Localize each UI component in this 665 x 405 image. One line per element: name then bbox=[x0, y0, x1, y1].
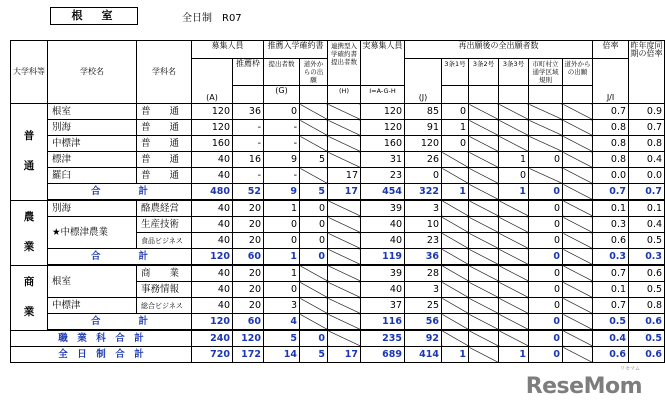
table-row bbox=[11, 265, 665, 282]
cell-r: 0.5 bbox=[593, 314, 629, 331]
cell-j: 414 bbox=[405, 347, 442, 363]
cell-r: 0.4 bbox=[593, 330, 629, 347]
cell-f: 20 bbox=[233, 265, 264, 282]
table-row bbox=[11, 217, 665, 233]
cell-p: 0.6 bbox=[629, 314, 665, 331]
cell-i: 39 bbox=[361, 265, 405, 282]
cell-o: 0 bbox=[300, 200, 328, 217]
cell-o: 0 bbox=[300, 233, 328, 249]
cell-f: - bbox=[233, 168, 264, 184]
cell-j: 3 bbox=[405, 282, 442, 298]
cell-g: 0 bbox=[264, 217, 300, 233]
cell-c: 0 bbox=[529, 314, 563, 331]
subject-name: 普 通 bbox=[137, 104, 192, 120]
cell-o: 5 bbox=[300, 347, 328, 363]
cell-h bbox=[328, 314, 361, 331]
table-row bbox=[11, 104, 665, 120]
table-row bbox=[11, 298, 665, 314]
cell-h: 17 bbox=[328, 347, 361, 363]
cell-n3 bbox=[499, 298, 529, 314]
cell-n2 bbox=[469, 314, 499, 331]
cell-g: - bbox=[264, 168, 300, 184]
cell-a: 40 bbox=[192, 217, 233, 233]
cell-out bbox=[563, 233, 593, 249]
cell-g: 14 bbox=[264, 347, 300, 363]
cell-h: 17 bbox=[328, 184, 361, 201]
cell-n2 bbox=[469, 184, 499, 201]
subject-name: 普 通 bbox=[137, 120, 192, 136]
cell-h bbox=[328, 152, 361, 168]
cell-n3 bbox=[499, 249, 529, 266]
cell-g: 9 bbox=[264, 184, 300, 201]
cell-n1 bbox=[442, 298, 469, 314]
cell-n2 bbox=[469, 200, 499, 217]
cell-f: 20 bbox=[233, 217, 264, 233]
cell-n3 bbox=[499, 200, 529, 217]
cell-p: 0.8 bbox=[629, 298, 665, 314]
school-name: 根室 bbox=[48, 265, 137, 298]
cell-c bbox=[529, 120, 563, 136]
header-no2: 3条2号 bbox=[469, 59, 499, 86]
table-row bbox=[11, 200, 665, 217]
cell-i: 40 bbox=[361, 282, 405, 298]
cell-j: 23 bbox=[405, 233, 442, 249]
cell-a: 120 bbox=[192, 314, 233, 331]
cell-g: 9 bbox=[264, 152, 300, 168]
cell-o bbox=[300, 136, 328, 152]
cell-j: 92 bbox=[405, 330, 442, 347]
cell-r: 0.7 bbox=[593, 184, 629, 201]
cell-f: 16 bbox=[233, 152, 264, 168]
header-capacity-a: (A) bbox=[192, 59, 233, 104]
cell-a: 240 bbox=[192, 330, 233, 347]
cell-r: 0.1 bbox=[593, 282, 629, 298]
cell-n3: 1 bbox=[499, 152, 529, 168]
cell-f: - bbox=[233, 120, 264, 136]
subject-name: 総合ビジネス bbox=[137, 298, 192, 314]
subject-name: 生産技術 bbox=[137, 217, 192, 233]
resemom-logo: ReseMom bbox=[525, 374, 642, 399]
subject-name: 普 通 bbox=[137, 136, 192, 152]
cell-p: 0.5 bbox=[629, 330, 665, 347]
cell-j: 56 bbox=[405, 314, 442, 331]
cell-n3 bbox=[499, 265, 529, 282]
subject-name: 普 通 bbox=[137, 168, 192, 184]
cell-out bbox=[563, 265, 593, 282]
cell-c: 0 bbox=[529, 152, 563, 168]
header-school: 学校名 bbox=[48, 41, 137, 104]
cell-r: 0.6 bbox=[593, 347, 629, 363]
cell-r: 0.1 bbox=[593, 200, 629, 217]
cell-c: 0 bbox=[529, 347, 563, 363]
cell-c: 0 bbox=[529, 282, 563, 298]
cell-i: 23 bbox=[361, 168, 405, 184]
cell-o: 5 bbox=[300, 152, 328, 168]
cell-f: 20 bbox=[233, 233, 264, 249]
cell-p: 0.5 bbox=[629, 233, 665, 249]
cell-n3 bbox=[499, 104, 529, 120]
cell-c bbox=[529, 104, 563, 120]
cell-h: 17 bbox=[328, 168, 361, 184]
category-cell: 農 業 bbox=[11, 200, 48, 265]
header-dept-group: 大学科等 bbox=[11, 41, 48, 104]
category-cell: 商 業 bbox=[11, 265, 48, 330]
cell-g: 3 bbox=[264, 298, 300, 314]
applicants-table bbox=[10, 40, 665, 363]
cell-o: 0 bbox=[300, 249, 328, 266]
cell-a: 40 bbox=[192, 298, 233, 314]
cell-r: 0.7 bbox=[593, 104, 629, 120]
cell-r: 0.7 bbox=[593, 265, 629, 282]
cell-n1 bbox=[442, 265, 469, 282]
cell-h bbox=[328, 120, 361, 136]
cell-c bbox=[529, 168, 563, 184]
cell-i: 160 bbox=[361, 136, 405, 152]
cell-f: 172 bbox=[233, 347, 264, 363]
table-body bbox=[11, 104, 665, 363]
cell-o bbox=[300, 265, 328, 282]
cell-n3 bbox=[499, 314, 529, 331]
cell-n3 bbox=[499, 330, 529, 347]
table-row bbox=[11, 152, 665, 168]
header-prev: 昨年度同期の倍率 bbox=[629, 41, 665, 104]
cell-i: 689 bbox=[361, 347, 405, 363]
cell-n2 bbox=[469, 282, 499, 298]
cell-p: 0.7 bbox=[629, 184, 665, 201]
cell-out bbox=[563, 249, 593, 266]
cell-j: 91 bbox=[405, 120, 442, 136]
cell-n2 bbox=[469, 265, 499, 282]
header-reapp: 再出願後の全出願者数 bbox=[405, 41, 593, 59]
cell-r: 0.0 bbox=[593, 168, 629, 184]
cell-o bbox=[300, 298, 328, 314]
cell-out bbox=[563, 347, 593, 363]
cell-f: 20 bbox=[233, 298, 264, 314]
cell-h bbox=[328, 217, 361, 233]
cell-n3: 0 bbox=[499, 168, 529, 184]
cell-i: 119 bbox=[361, 249, 405, 266]
cell-out bbox=[563, 120, 593, 136]
cell-out bbox=[563, 330, 593, 347]
cell-g: 1 bbox=[264, 200, 300, 217]
header-rec-out: 道外からの出願 bbox=[300, 59, 328, 86]
cell-out bbox=[563, 168, 593, 184]
cell-c: 0 bbox=[529, 298, 563, 314]
cell-a: 120 bbox=[192, 249, 233, 266]
cell-n1: 1 bbox=[442, 120, 469, 136]
cell-n2 bbox=[469, 120, 499, 136]
header-rec: 推薦入学確約書 bbox=[264, 41, 328, 59]
cell-a: 480 bbox=[192, 184, 233, 201]
cell-a: 720 bbox=[192, 347, 233, 363]
school-name: 羅臼 bbox=[48, 168, 137, 184]
cell-p: 0.3 bbox=[629, 249, 665, 266]
cell-a: 160 bbox=[192, 136, 233, 152]
header-no3: 3条3号 bbox=[499, 59, 529, 86]
cell-a: 40 bbox=[192, 282, 233, 298]
cell-n2 bbox=[469, 168, 499, 184]
cell-n1 bbox=[442, 217, 469, 233]
cell-a: 120 bbox=[192, 104, 233, 120]
cell-g: 0 bbox=[264, 104, 300, 120]
cell-j: 85 bbox=[405, 104, 442, 120]
cell-c: 0 bbox=[529, 249, 563, 266]
subject-name: 食品ビジネス bbox=[137, 233, 192, 249]
header-capacity: 募集人員 bbox=[192, 41, 264, 59]
cell-p: 0.1 bbox=[629, 200, 665, 217]
cell-j: 10 bbox=[405, 217, 442, 233]
cell-i: 454 bbox=[361, 184, 405, 201]
cell-o bbox=[300, 168, 328, 184]
cell-g: 4 bbox=[264, 314, 300, 331]
header-no1: 3条1号 bbox=[442, 59, 469, 86]
cell-n1 bbox=[442, 233, 469, 249]
cell-c: 0 bbox=[529, 200, 563, 217]
cell-i: 37 bbox=[361, 298, 405, 314]
cell-out bbox=[563, 104, 593, 120]
cell-h bbox=[328, 249, 361, 266]
cell-n2 bbox=[469, 347, 499, 363]
cell-n1: 1 bbox=[442, 184, 469, 201]
cell-h bbox=[328, 330, 361, 347]
cell-n1: 0 bbox=[442, 136, 469, 152]
cell-n2 bbox=[469, 217, 499, 233]
table-row bbox=[11, 330, 665, 347]
cell-n3 bbox=[499, 136, 529, 152]
cell-i: 40 bbox=[361, 217, 405, 233]
cell-j: 322 bbox=[405, 184, 442, 201]
table-row bbox=[11, 168, 665, 184]
cell-p: 0.6 bbox=[629, 347, 665, 363]
cell-a: 40 bbox=[192, 152, 233, 168]
header-subject: 学科名 bbox=[137, 41, 192, 104]
cell-out bbox=[563, 282, 593, 298]
cell-n1: 1 bbox=[442, 347, 469, 363]
subject-name: 事務情報 bbox=[137, 282, 192, 298]
cell-n3 bbox=[499, 233, 529, 249]
cell-n2 bbox=[469, 104, 499, 120]
cell-o bbox=[300, 314, 328, 331]
cell-c bbox=[529, 136, 563, 152]
cell-g: - bbox=[264, 120, 300, 136]
cell-g: 5 bbox=[264, 330, 300, 347]
cell-n1 bbox=[442, 168, 469, 184]
cell-p: 0.7 bbox=[629, 120, 665, 136]
subject-name: 商 業 bbox=[137, 265, 192, 282]
cell-p: 0.0 bbox=[629, 168, 665, 184]
grand-total-label: 職 業 科 合 計 bbox=[11, 330, 192, 347]
cell-n1 bbox=[442, 200, 469, 217]
table-row bbox=[11, 347, 665, 363]
cell-n3 bbox=[499, 217, 529, 233]
cell-p: 0.4 bbox=[629, 152, 665, 168]
cell-n1 bbox=[442, 249, 469, 266]
header-ratio-formula: J/I bbox=[593, 59, 629, 104]
cell-n2 bbox=[469, 330, 499, 347]
cell-p: 0.9 bbox=[629, 104, 665, 120]
school-name: 根室 bbox=[48, 104, 137, 120]
cell-h bbox=[328, 104, 361, 120]
cell-c: 0 bbox=[529, 217, 563, 233]
logo-subtext: リセマム bbox=[620, 366, 640, 372]
cell-i: 39 bbox=[361, 200, 405, 217]
cell-out bbox=[563, 136, 593, 152]
cell-a: 40 bbox=[192, 265, 233, 282]
cell-a: 40 bbox=[192, 200, 233, 217]
header-real-formula: I=A-G-H bbox=[361, 86, 405, 104]
cell-i: 31 bbox=[361, 152, 405, 168]
cell-j: 3 bbox=[405, 200, 442, 217]
cell-n3: 1 bbox=[499, 347, 529, 363]
grand-total-label: 全 日 制 合 計 bbox=[11, 347, 192, 363]
cell-g: 0 bbox=[264, 233, 300, 249]
cell-out bbox=[563, 298, 593, 314]
subject-name: 普 通 bbox=[137, 152, 192, 168]
cell-j: 28 bbox=[405, 265, 442, 282]
cell-n2 bbox=[469, 136, 499, 152]
cell-j: 0 bbox=[405, 168, 442, 184]
cell-i: 120 bbox=[361, 120, 405, 136]
header-rec-submit-g: (G) bbox=[264, 86, 300, 104]
cell-a: 120 bbox=[192, 120, 233, 136]
cell-r: 0.8 bbox=[593, 120, 629, 136]
cell-f: 60 bbox=[233, 249, 264, 266]
cell-f: 60 bbox=[233, 314, 264, 331]
cell-h bbox=[328, 233, 361, 249]
cell-n2 bbox=[469, 152, 499, 168]
cell-c: 0 bbox=[529, 265, 563, 282]
cell-p: 0.8 bbox=[629, 136, 665, 152]
cell-a: 40 bbox=[192, 168, 233, 184]
cell-g: 1 bbox=[264, 249, 300, 266]
cell-i: 235 bbox=[361, 330, 405, 347]
cell-p: 0.6 bbox=[629, 265, 665, 282]
cell-p: 0.4 bbox=[629, 217, 665, 233]
cell-h bbox=[328, 136, 361, 152]
cell-h bbox=[328, 265, 361, 282]
header-real: 実募集人員 bbox=[361, 41, 405, 86]
subject-name: 酪農経営 bbox=[137, 200, 192, 217]
cell-h bbox=[328, 298, 361, 314]
cell-c: 0 bbox=[529, 184, 563, 201]
cell-h bbox=[328, 200, 361, 217]
cell-j: 120 bbox=[405, 136, 442, 152]
cell-out bbox=[563, 217, 593, 233]
cell-n3 bbox=[499, 120, 529, 136]
cell-o bbox=[300, 120, 328, 136]
cell-r: 0.8 bbox=[593, 136, 629, 152]
cell-n1 bbox=[442, 282, 469, 298]
school-name: ★中標津農業 bbox=[48, 217, 137, 249]
cell-g: 0 bbox=[264, 282, 300, 298]
cell-n3 bbox=[499, 282, 529, 298]
cell-a: 40 bbox=[192, 233, 233, 249]
cell-r: 0.3 bbox=[593, 217, 629, 233]
table-row bbox=[11, 249, 665, 266]
page-subtitle: 全日制 R07 bbox=[182, 13, 242, 24]
header-out: 道外からの出願 bbox=[563, 59, 593, 86]
cell-n1 bbox=[442, 314, 469, 331]
cell-n1 bbox=[442, 330, 469, 347]
header-rec-frame: 推薦枠 bbox=[233, 59, 264, 86]
table-row bbox=[11, 136, 665, 152]
header-rec-bldg-h: (H) bbox=[328, 86, 361, 104]
page-title: 根 室 bbox=[50, 7, 138, 25]
cell-h bbox=[328, 282, 361, 298]
school-name: 別海 bbox=[48, 120, 137, 136]
cell-o bbox=[300, 104, 328, 120]
cell-out bbox=[563, 314, 593, 331]
cell-o: 5 bbox=[300, 184, 328, 201]
cell-o: 0 bbox=[300, 217, 328, 233]
cell-n1 bbox=[442, 152, 469, 168]
school-name: 別海 bbox=[48, 200, 137, 217]
category-cell: 普 通 bbox=[11, 104, 48, 201]
cell-f: - bbox=[233, 136, 264, 152]
table-row bbox=[11, 120, 665, 136]
cell-i: 116 bbox=[361, 314, 405, 331]
cell-g: 1 bbox=[264, 265, 300, 282]
cell-i: 40 bbox=[361, 233, 405, 249]
cell-r: 0.8 bbox=[593, 152, 629, 168]
cell-c: 0 bbox=[529, 233, 563, 249]
cell-i: 120 bbox=[361, 104, 405, 120]
cell-r: 0.7 bbox=[593, 298, 629, 314]
cell-r: 0.6 bbox=[593, 233, 629, 249]
cell-g: - bbox=[264, 136, 300, 152]
cell-f: 36 bbox=[233, 104, 264, 120]
cell-o: 0 bbox=[300, 330, 328, 347]
subtotal-label: 合 計 bbox=[48, 314, 192, 331]
header-rec-submit: 提出者数 bbox=[264, 59, 300, 86]
cell-n2 bbox=[469, 233, 499, 249]
school-name: 標津 bbox=[48, 152, 137, 168]
cell-j: 36 bbox=[405, 249, 442, 266]
subtotal-label: 合 計 bbox=[48, 249, 192, 266]
cell-f: 20 bbox=[233, 282, 264, 298]
header-ratio: 倍率 bbox=[593, 41, 629, 59]
cell-j: 26 bbox=[405, 152, 442, 168]
cell-o bbox=[300, 282, 328, 298]
cell-out bbox=[563, 200, 593, 217]
cell-p: 0.5 bbox=[629, 282, 665, 298]
cell-out bbox=[563, 184, 593, 201]
cell-n2 bbox=[469, 249, 499, 266]
header-city: 市町村立通学区域規則 bbox=[529, 59, 563, 86]
cell-n3: 1 bbox=[499, 184, 529, 201]
school-name: 中標津 bbox=[48, 136, 137, 152]
school-name: 中標津 bbox=[48, 298, 137, 314]
cell-f: 52 bbox=[233, 184, 264, 201]
table-row bbox=[11, 184, 665, 201]
cell-f: 120 bbox=[233, 330, 264, 347]
header-reapp-j: (J) bbox=[405, 59, 442, 104]
table-row bbox=[11, 314, 665, 331]
header-rec-bldg: 連携型入学確約書提出者数 bbox=[328, 41, 361, 86]
cell-j: 25 bbox=[405, 298, 442, 314]
cell-r: 0.3 bbox=[593, 249, 629, 266]
cell-f: 20 bbox=[233, 200, 264, 217]
cell-n2 bbox=[469, 298, 499, 314]
cell-n1: 0 bbox=[442, 104, 469, 120]
cell-c: 0 bbox=[529, 330, 563, 347]
cell-out bbox=[563, 152, 593, 168]
subtotal-label: 合 計 bbox=[48, 184, 192, 201]
